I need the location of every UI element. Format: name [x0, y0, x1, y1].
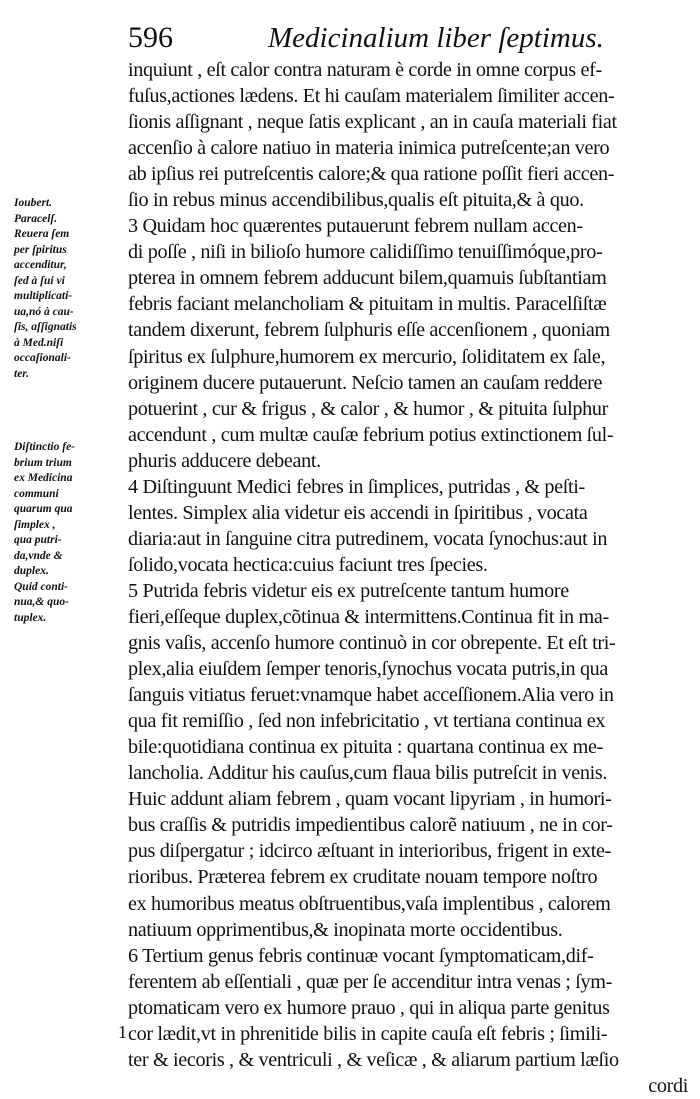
text-line: ſolido,vocata hectica:cuius faciunt tres ſpecies. — [128, 553, 488, 576]
text-line: ſpiritus ex ſulphure,humorem ex mercurio, ſoliditatem ex ſale, — [128, 345, 606, 368]
body-text — [128, 57, 688, 1099]
margin-note-line: qua putri- — [14, 534, 62, 546]
margin-note-line: brium trium — [14, 456, 72, 469]
margin-note-line: Ioubert. — [14, 197, 53, 209]
margin-note-line: per ſpiritus — [14, 243, 67, 256]
text-line: 6 Tertium genus febris continuæ vocant ſymptomaticam,dif- — [128, 944, 594, 967]
margin-note-line: da,vnde & — [14, 549, 63, 562]
margin-note-line: tuplex. — [14, 611, 47, 624]
text-line: pterea in omnem febrem adducunt bilem,quamuis ſubſtantiam — [128, 267, 607, 290]
text-line: 4 Diſtinguunt Medici febres in ſimplices, putridas , & peſti- — [128, 475, 585, 498]
text-line: 5 Putrida febris videtur eis ex putreſcente tantum humore — [128, 579, 569, 602]
text-line: ſionis aſſignant , neque ſatis explicant , an in cauſa materiali fiat — [128, 111, 617, 134]
text-line: plex,alia eiuſdem ſemper tenoris,ſynochus vocata putris,in qua — [128, 658, 609, 681]
margin-note-line: ſis, aſſignatis — [14, 321, 77, 333]
margin-note-joubert — [14, 196, 126, 382]
margin-note-line: multiplicati- — [14, 290, 73, 302]
text-line: inquiunt , eſt calor contra naturam è corde in omne corpus ef- — [128, 59, 602, 81]
text-line: cor lædit,vt in phrenitide bilis in capite cauſa eſt febris ; ſimili- — [128, 1022, 608, 1045]
margin-note-line: quarum qua — [14, 503, 73, 515]
text-line: bus craſſis & putridis impedientibus calorẽ natiuum , ne in cor- — [128, 814, 613, 837]
margin-note-line: nua,& quo- — [14, 596, 69, 608]
text-line: ſio in rebus minus accendibilibus,qualis eſt pituita,& à quo. — [128, 189, 584, 212]
text-line: di poſſe , niſi in bilioſo humore calidiſſimo tenuiſſimóque,pro- — [128, 241, 603, 264]
text-line: ex humoribus meatus obſtruentibus,vaſa implentibus , calorem — [128, 892, 611, 915]
text-line: ter & iecoris , & ventriculi , & veſicæ , & aliarum partium læſio — [128, 1048, 619, 1071]
text-line: gnis vaſis, accenſo humore continuò in cor obrepente. Et eſt tri- — [128, 632, 616, 655]
margin-note-line: Paracelſ. — [14, 212, 58, 225]
margin-note-line: ſimplex , — [14, 518, 56, 531]
margin-note-line: Quid conti- — [14, 580, 68, 593]
margin-note-distinctio — [14, 440, 126, 626]
margin-note-line: occaſionali- — [14, 352, 71, 364]
text-line: bile:quotidiana continua ex pituita : quartana continua ex me- — [128, 736, 603, 759]
text-line: Huic addunt aliam febrem , quam vocant lipyriam , in humori- — [128, 788, 612, 811]
margin-note-line: Reuera ſem — [14, 228, 70, 240]
text-line: phuris adducere debeant. — [128, 449, 321, 472]
text-line: lancholia. Additur his cauſus,cum flaua bilis putreſcit in venis. — [128, 762, 608, 785]
text-line: qua fit remiſſio , ſed non infebricitatio , vt tertiana continua ex — [128, 710, 606, 733]
margin-note-line: ua,nó à cau- — [14, 305, 74, 318]
text-line: natiuum opprimentibus,& inopinata morte occidentibus. — [128, 918, 563, 941]
text-line: 3 Quidam hoc quærentes putauerunt febrem nullam accen- — [128, 215, 583, 238]
text-line: fieri,eſſeque duplex,cõtinua & intermittens.Continua fit in ma- — [128, 605, 609, 628]
text-line: accenſio à calore natiuo in materia inimica putreſcente;an vero — [128, 137, 610, 160]
text-line: originem ducere putauerunt. Neſcio tamen an cauſam reddere — [128, 371, 603, 394]
running-title: Medicinalium liber ſeptimus. — [268, 22, 604, 54]
margin-note-line: communi — [14, 487, 59, 500]
margin-note-line: Diſtinctio fe- — [14, 441, 75, 453]
margin-note-line: à Med.niſi — [14, 336, 64, 349]
margin-note-line: ſed à ſui vi — [14, 274, 65, 287]
text-line: ſanguis vitiatus feruet:vnamque habet acceſſionem.Alia vero in — [128, 684, 614, 707]
text-line: rioribus. Præterea febrem ex cruditate nouam tempore noſtro — [128, 866, 598, 889]
text-line: potuerint , cur & frigus , & calor , & humor , & pituita ſulphur — [128, 397, 608, 420]
text-line: ptomaticam vero ex humore prauo , qui in aliqua parte genitus — [128, 996, 610, 1019]
margin-note-line: duplex. — [14, 565, 49, 577]
page-header — [128, 18, 688, 62]
text-line: ferentem ab eſſentiali , quæ per ſe accenditur intra venas ; ſym- — [128, 970, 612, 993]
text-line: febris faciant melancholiam & pituitam in multis. Paracelſiſtæ — [128, 293, 607, 316]
text-line: pus diſpergatur ; idcirco æſtuant in interioribus, frigent in exte- — [128, 840, 611, 863]
text-line: diaria:aut in ſanguine citra putredinem, vocata ſynochus:aut in — [128, 527, 608, 550]
margin-note-line: ex Medicina — [14, 472, 73, 484]
signature-mark: 1 — [118, 1022, 127, 1042]
text-line: ab ipſius rei putreſcentis calore;& qua ratione poſſit fieri accen- — [128, 163, 615, 186]
page-number: 596 — [128, 21, 173, 54]
catchword: cordi — [648, 1074, 688, 1097]
text-line: accendunt , cum multæ cauſæ febrium potius extinctionem ſul- — [128, 423, 614, 446]
text-line: fuſus,actiones lædens. Et hi cauſam materialem ſimiliter accen- — [128, 85, 615, 108]
text-line: tandem dixerunt, febrem ſulphuris eſſe accenſionem , quoniam — [128, 319, 610, 342]
margin-note-line: ter. — [14, 367, 30, 380]
text-line: lentes. Simplex alia videtur eis accendi in ſpiritibus , vocata — [128, 501, 588, 524]
margin-note-line: accenditur, — [14, 259, 67, 271]
